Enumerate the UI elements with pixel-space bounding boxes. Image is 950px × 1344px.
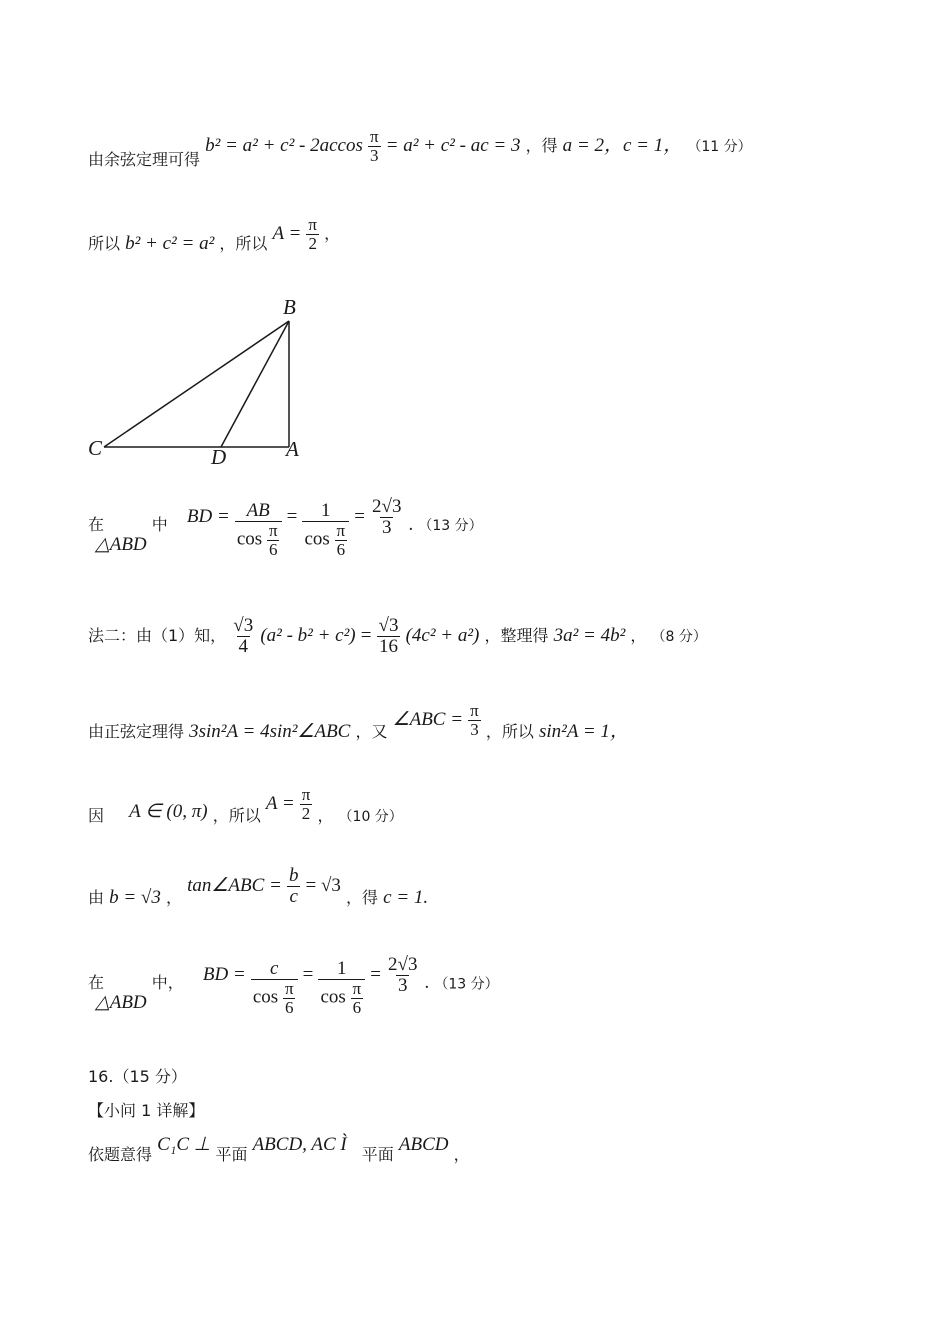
paren-expr-2: (4c² + a²) — [405, 624, 480, 646]
equals-sign: = — [286, 506, 298, 528]
mid-text: ，所以 — [219, 233, 268, 253]
fraction-1-cos: 1 cos $\frac{\pi}{6}$ — [318, 959, 365, 1017]
line-perpendicular — [88, 1132, 470, 1164]
formula-text: A ∈ (0, π) — [129, 800, 208, 822]
suffix-text: ，得 — [525, 135, 558, 155]
fraction-root3-4: $\frac{√3}{4}$ — [233, 615, 254, 657]
fraction-pi-2: $\frac{\pi}{2}$ — [308, 215, 318, 253]
prefix-text: 在 — [88, 973, 105, 993]
formula-abcd: ABCD — [398, 1134, 449, 1155]
prefix-text: 由正弦定理得 — [88, 721, 185, 741]
result-text: 3a² = 4b² — [553, 624, 626, 646]
plane-text: 平面 — [215, 1145, 248, 1164]
question-16-heading: 16.（15 分） — [88, 1067, 187, 1086]
lhs-text: A = — [272, 222, 302, 244]
fraction-pi-3: $\frac{\pi}{3}$ — [470, 701, 479, 739]
line-sine-law — [88, 701, 629, 742]
lhs-text: tan∠ABC = — [187, 874, 282, 896]
result-text: sin²A = 1， — [538, 720, 629, 742]
lhs-text: BD = — [202, 964, 246, 986]
suffix-text: ， — [630, 625, 647, 645]
line-bd-method1 — [88, 496, 483, 563]
suffix-text: . — [424, 972, 430, 994]
rhs-text: = √3 — [305, 874, 341, 896]
paren-expr-1: (a² - b² + c²) — [260, 624, 356, 646]
comma-text: ， — [165, 887, 182, 907]
prefix-text: 法二：由（1）知， — [88, 625, 227, 645]
line-bd-method2 — [88, 954, 499, 1017]
formula-c1c-perp: C₁C ⊥ — [157, 1134, 211, 1155]
fraction-pi-3: $\frac{\pi}{3}$ — [369, 127, 379, 165]
segment-bd — [221, 321, 289, 447]
label-c: C — [88, 436, 103, 460]
score-text: （8 分） — [651, 628, 707, 645]
formula-right: = a² + c² - ac = 3 — [385, 134, 521, 156]
label-b: B — [283, 295, 296, 319]
mid-text: 中， — [151, 973, 184, 993]
fraction-c-cos: c cos $\frac{\pi}{6}$ — [251, 959, 298, 1017]
suffix-text: ， — [453, 1145, 470, 1164]
score-text: （10 分） — [338, 808, 403, 825]
formula-text: 3sin²A = 4sin²∠ABC — [189, 720, 351, 742]
mid-text: ，所以 — [212, 805, 261, 825]
triangle-figure — [80, 290, 320, 470]
mid-text: ，又 — [355, 721, 388, 741]
equals-sign: = — [302, 964, 314, 986]
mid-text: ，得 — [346, 887, 379, 907]
mid-text: ，整理得 — [484, 625, 549, 645]
line-cosine-law — [88, 127, 752, 169]
line-range-a — [88, 786, 403, 823]
result-text: c = 1. — [383, 886, 429, 908]
fraction-2root3-3: $\frac{2√3}{3}$ — [388, 954, 418, 997]
formula-text: b = √3 — [109, 886, 161, 908]
equals-sign: = — [360, 624, 372, 646]
prefix-text: 所以 — [88, 233, 121, 253]
lhs-text: BD = — [186, 506, 230, 528]
side-cb — [104, 321, 289, 447]
triangle-abd: △ABD — [95, 534, 147, 556]
fraction-root3-16: $\frac{√3}{16}$ — [378, 615, 399, 657]
score-text: （13 分） — [434, 976, 499, 993]
mid-text: 中 — [151, 515, 168, 535]
formula-left: b² = a² + c² - 2accos — [205, 134, 363, 156]
label-a: A — [286, 437, 299, 461]
equals-sign: = — [370, 964, 381, 986]
line-pythagorean — [88, 216, 340, 253]
result-text: a = 2，c = 1， — [562, 134, 683, 156]
prefix-text: 因 — [88, 805, 105, 825]
suffix-text: ， — [317, 805, 334, 825]
suffix-text: ， — [324, 223, 341, 243]
fraction-1-cos: 1 cos $\frac{\pi}{6}$ — [302, 501, 349, 559]
subquestion-1-heading: 【小问 1 详解】 — [88, 1101, 205, 1120]
prefix-text: 由 — [88, 887, 105, 907]
prefix-text: 在 — [88, 515, 105, 535]
suffix-text: . — [408, 514, 414, 536]
fraction-2root3-3: $\frac{2√3}{3}$ — [372, 496, 402, 539]
equals-sign: = — [354, 506, 365, 528]
fraction-b-c: $\frac{b}{c}$ — [288, 865, 299, 907]
lhs-text: A = — [265, 792, 295, 814]
fraction-pi-2: $\frac{\pi}{2}$ — [301, 785, 311, 823]
line-tangent — [88, 866, 428, 907]
triangle-abd: △ABD — [95, 992, 147, 1014]
prefix-text: 由余弦定理可得 — [88, 149, 201, 169]
formula-text: b² + c² = a² — [125, 232, 215, 254]
fraction-ab-cos: AB cos $\frac{\pi}{6}$ — [235, 501, 282, 559]
plane-text-2: 平面 — [361, 1145, 394, 1164]
lhs-text: ∠ABC = — [392, 708, 464, 730]
prefix-text: 依题意得 — [88, 1145, 153, 1164]
line-method2 — [88, 616, 707, 657]
score-text: （11 分） — [687, 138, 752, 155]
label-d: D — [211, 445, 227, 469]
score-text: （13 分） — [418, 518, 483, 535]
mid-text-2: ，所以 — [485, 721, 534, 741]
formula-abcd-ac: ABCD, AC Ì — [252, 1134, 347, 1155]
